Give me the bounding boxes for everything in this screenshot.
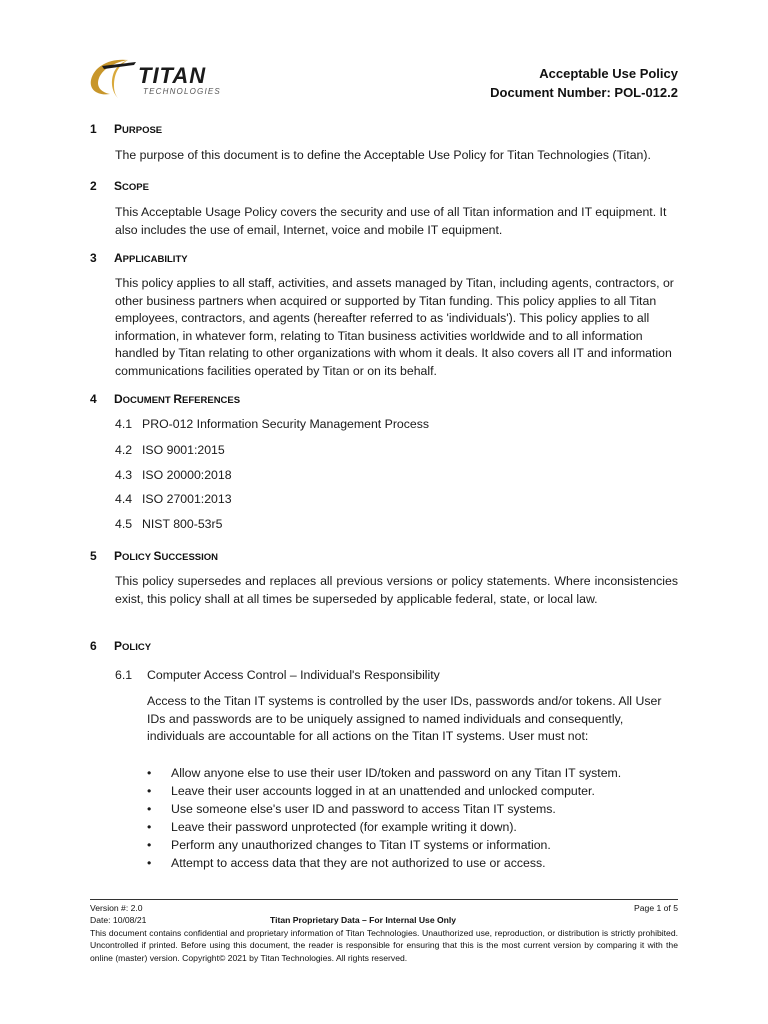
section-title-initial: P: [114, 549, 123, 563]
document-title: Acceptable Use Policy: [539, 66, 678, 81]
subsection-title: Computer Access Control – Individual's Responsibility: [147, 668, 440, 682]
section-heading-purpose: [90, 122, 162, 136]
section-title-rest: OLICY: [122, 552, 154, 563]
subsection-text: Access to the Titan IT systems is controlled by the user IDs, passwords and/or tokens. All User IDs and passwords are to be uniquely assigned to named individuals and consequently, individuals are accountable for all actions on the Titan IT systems. User must not:: [147, 694, 662, 743]
section-title-initial: S: [114, 179, 123, 193]
reference-text: ISO 27001:2013: [142, 492, 232, 506]
reference-text: ISO 20000:2018: [142, 468, 232, 482]
section-number: 3: [90, 251, 97, 265]
reference-item: [115, 492, 232, 506]
section-title-rest: UCCESSION: [161, 552, 219, 563]
list-item-text: Allow anyone else to use their user ID/token and password on any Titan IT system.: [171, 766, 622, 780]
list-item: [147, 854, 621, 872]
section-title-rest: URPOSE: [122, 125, 163, 136]
section-number: 4: [90, 392, 97, 406]
footer-confidentiality-note: This document contains confidential and proprietary information of Titan Technologies. Unauthorized use, reproduction, or distribution is strictly prohibited. Uncontrolled if printed. Before using this document, the reader is responsible for ensuring that this is the most current version by comparing it with the online (master) version. Copyright© 2021 by Titan Technologies. All rights reserved.: [90, 927, 678, 963]
footer-page-number: Page 1 of 5: [634, 903, 678, 913]
section-text-purpose: The purpose of this document is to define the Acceptable Use Policy for Titan Technologies (Titan).: [115, 148, 651, 162]
footer-row-date: [90, 914, 678, 926]
footer-version: Version #: 2.0: [90, 903, 143, 913]
logo-tagline: TECHNOLOGIES: [143, 87, 221, 96]
list-item: [147, 818, 621, 836]
list-item-text: Use someone else's user ID and password to access Titan IT systems.: [171, 802, 556, 816]
reference-text: PRO-012 Information Security Management Process: [142, 417, 430, 431]
list-item: [147, 836, 621, 854]
list-item-text: Attempt to access data that they are not authorized to use or access.: [171, 856, 546, 870]
reference-number: 4.1: [115, 417, 133, 431]
reference-item: [115, 468, 232, 482]
list-item: [147, 800, 621, 818]
reference-item: [115, 443, 225, 457]
footer-divider: [90, 899, 678, 900]
section-title-initial: D: [114, 392, 123, 406]
section-title-rest: OLICY: [122, 642, 152, 653]
section-number: 5: [90, 549, 97, 563]
reference-text: NIST 800-53r5: [142, 517, 223, 531]
bullet-icon: •: [147, 820, 152, 834]
section-title-initial: P: [114, 122, 123, 136]
section-number: 1: [90, 122, 97, 136]
bullet-icon: •: [147, 784, 152, 798]
list-item-text: Leave their user accounts logged in at an unattended and unlocked computer.: [171, 784, 595, 798]
section-title-rest: COPE: [122, 182, 149, 193]
prohibited-actions-list: [147, 764, 621, 872]
reference-number: 4.5: [115, 517, 133, 531]
list-item-text: Perform any unauthorized changes to Titan IT systems or information.: [171, 838, 551, 852]
section-title-initial: A: [114, 251, 123, 265]
section-text-applicability: This policy applies to all staff, activities, and assets managed by Titan, including agents, contractors, or other business partners when acquired or supported by Titan funding. This policy applies to all Titan employees, contractors, and agents (hereafter referred to as 'individuals'). This policy applies to all information, in whatever form, relating to Titan business activities worldwide and to all information handled by Titan relating to other organizations with whom it deals. It also covers all IT and information communications facilities operated by Titan or on its behalf.: [115, 276, 674, 378]
footer-date: Date: 10/08/21: [90, 915, 147, 926]
titan-logo: [88, 56, 233, 100]
reference-text: ISO 9001:2015: [142, 443, 225, 457]
section-text-scope: This Acceptable Usage Policy covers the security and use of all Titan information and IT equipment. It also includes the use of email, Internet, voice and mobile IT equipment.: [115, 205, 667, 237]
section-number: 2: [90, 179, 97, 193]
document-header: [490, 64, 678, 102]
section-title-initial: S: [153, 549, 162, 563]
reference-number: 4.4: [115, 492, 133, 506]
reference-number: 4.2: [115, 443, 133, 457]
logo-wordmark: TITAN: [138, 63, 207, 88]
list-item: [147, 764, 621, 782]
section-number: 6: [90, 639, 97, 653]
section-heading-scope: [90, 179, 149, 193]
footer-row-version: [90, 902, 678, 914]
bullet-icon: •: [147, 802, 152, 816]
reference-number: 4.3: [115, 468, 133, 482]
section-heading-document-references: [90, 392, 240, 406]
bullet-icon: •: [147, 856, 152, 870]
bullet-icon: •: [147, 766, 152, 780]
list-item-text: Leave their password unprotected (for example writing it down).: [171, 820, 517, 834]
section-title-rest: EFERENCES: [182, 395, 241, 406]
section-title-initial: P: [114, 639, 123, 653]
section-heading-policy: [90, 639, 151, 653]
section-heading-applicability: [90, 251, 188, 265]
document-number: Document Number: POL-012.2: [490, 85, 678, 100]
section-text-policy-succession: This policy supersedes and replaces all previous versions or policy statements. Where inconsistencies exist, this policy shall at all times be superseded by applicable federal, state, or local law.: [115, 574, 678, 606]
section-title-initial: R: [173, 392, 183, 406]
subsection-heading-computer-access-control: [115, 668, 440, 682]
list-item: [147, 782, 621, 800]
reference-item: [115, 517, 222, 531]
page-footer: [90, 902, 678, 964]
subsection-number: 6.1: [115, 668, 133, 682]
section-heading-policy-succession: [90, 549, 218, 563]
reference-item: [115, 417, 429, 431]
section-title-rest: OCUMENT: [122, 395, 174, 406]
section-title-rest: PPLICABILITY: [122, 254, 188, 265]
footer-classification: Titan Proprietary Data – For Internal Use Only: [270, 915, 457, 926]
bullet-icon: •: [147, 838, 152, 852]
